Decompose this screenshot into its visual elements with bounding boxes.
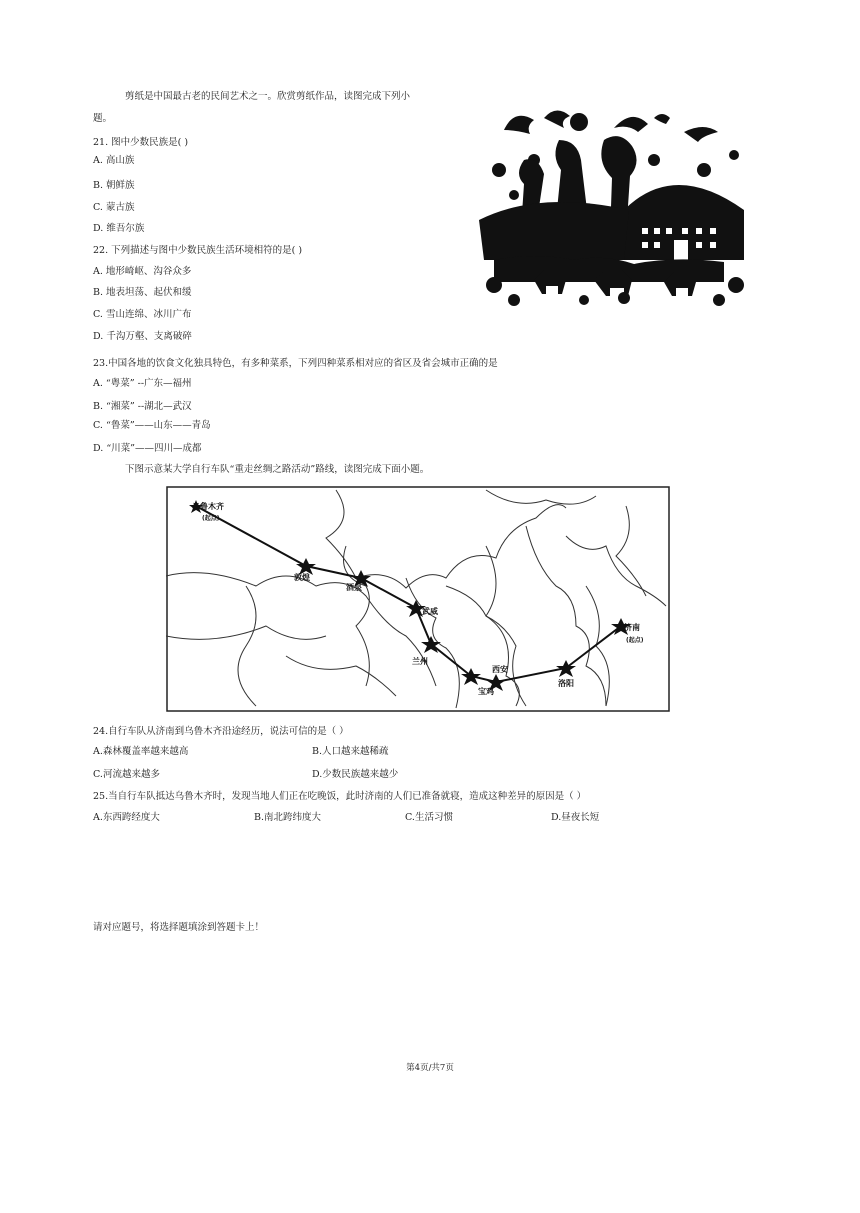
q24-option-b: B.人口越来越稀疏 (312, 746, 389, 757)
q24-option-a: A.森林覆盖率越来越高 (93, 746, 189, 757)
q24-option-d: D.少数民族越来越少 (312, 769, 399, 780)
map-label-start-sub: (起点) (202, 515, 220, 522)
q22-stem: 22. 下列描述与图中少数民族生活环境相符的是( ) (93, 245, 303, 256)
q21-option-d: D. 维吾尔族 (93, 223, 145, 234)
q24-option-c: C.河流越来越多 (93, 769, 160, 780)
map-label-baoji: 宝鸡 (478, 687, 494, 696)
map-label-xian: 西安 (492, 665, 508, 674)
map-label-dunhuang: 敦煌 (294, 573, 310, 582)
q23-option-d: D. “川菜”——四川—成都 (93, 443, 202, 454)
q25-option-a: A.东西跨经度大 (93, 812, 160, 823)
q22-option-c: C. 雪山连绵、冰川广布 (93, 309, 192, 320)
q25-option-d: D.昼夜长短 (551, 812, 600, 823)
q23-option-b: B. “湘菜” --湖北—武汉 (93, 401, 192, 412)
papercut-yurt-image (474, 100, 758, 316)
q22-option-b: B. 地表坦荡、起伏和缓 (93, 287, 192, 298)
q24-stem: 24.自行车队从济南到乌鲁木齐沿途经历，说法可信的是（ ） (93, 726, 349, 737)
q23-option-c: C. “鲁菜”——山东——青岛 (93, 420, 211, 431)
q23-stem: 23.中国各地的饮食文化独具特色，有多种菜系，下列四种菜系相对应的省区及省会城市正确的是 (93, 358, 498, 369)
intro-text: 剪纸是中国最古老的民间艺术之一。欣赏剪纸作品，读图完成下列小 (125, 91, 411, 102)
map-label-start: 乌鲁木齐 (192, 502, 224, 511)
map-label-jiuquan: 酒泉 (346, 583, 362, 592)
silk-road-route-map (166, 486, 670, 712)
q22-option-a: A. 地形崎岖、沟谷众多 (93, 266, 192, 277)
q21-option-b: B. 朝鲜族 (93, 180, 135, 191)
q25-stem: 25.当自行车队抵达乌鲁木齐时，发现当地人们正在吃晚饭，此时济南的人们已准备就寝，造成这种差异的原因是（ ） (93, 791, 587, 802)
q22-option-d: D. 千沟万壑、支离破碎 (93, 331, 192, 342)
q21-stem: 21. 图中少数民族是( ) (93, 137, 189, 148)
q21-option-a: A. 高山族 (93, 155, 135, 166)
map-label-lanzhou: 兰州 (412, 657, 428, 666)
map-label-wuwei: 武威 (422, 607, 438, 616)
map-label-jinan: 济南 (624, 623, 640, 632)
page-number: 第4页/共7页 (406, 1063, 454, 1073)
q21-option-c: C. 蒙古族 (93, 202, 135, 213)
answer-sheet-note: 请对应题号，将选择题填涂到答题卡上！ (93, 922, 265, 933)
map-label-luoyang: 洛阳 (558, 679, 574, 688)
q23-option-a: A. “粤菜” --广东—福州 (93, 378, 192, 389)
q25-option-b: B.南北跨纬度大 (254, 812, 322, 823)
intro-text-cont: 题。 (93, 113, 113, 124)
map-label-end-sub: (起点) (626, 637, 644, 644)
q25-option-c: C.生活习惯 (405, 812, 453, 823)
map-intro: 下图示意某大学自行车队“重走丝绸之路活动”路线，读图完成下面小题。 (125, 464, 430, 475)
